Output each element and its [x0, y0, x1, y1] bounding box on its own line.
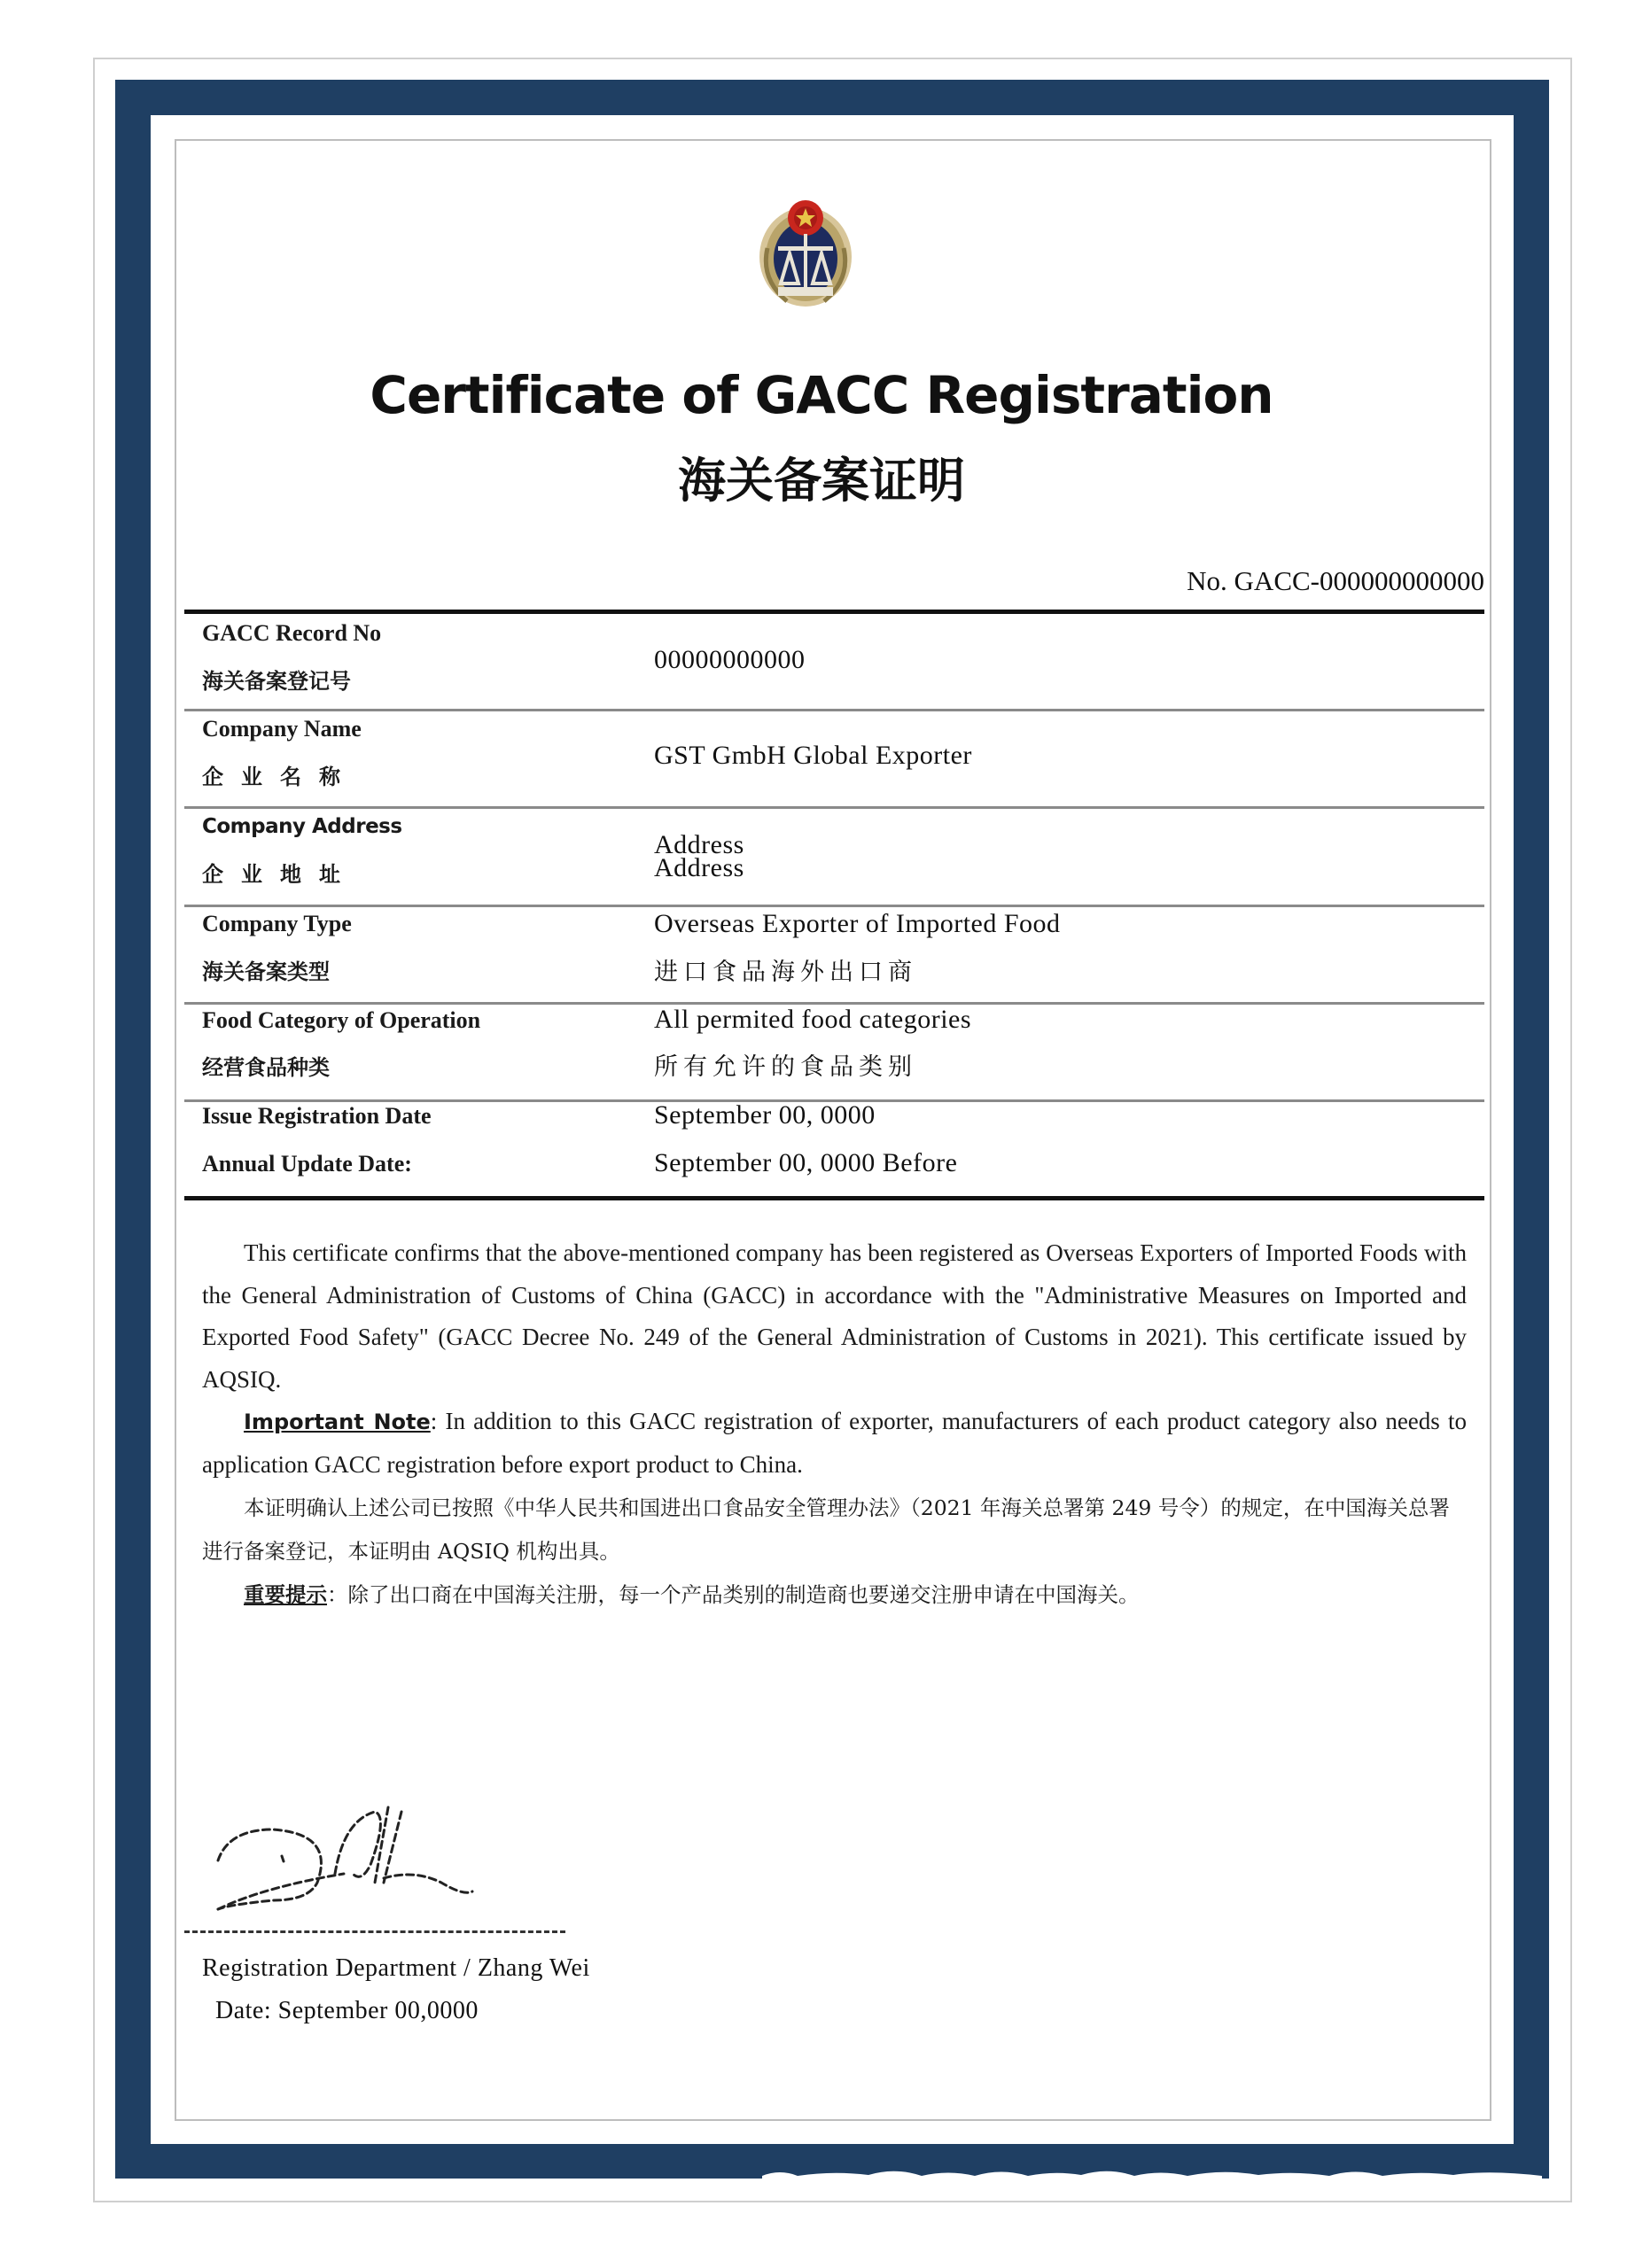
label-company-type: Company Type	[202, 911, 352, 936]
important-note-label: Important Note	[244, 1410, 431, 1434]
label-record-no: GACC Record No	[202, 620, 382, 646]
important-note-label-cn: 重要提示	[244, 1582, 327, 1607]
table-top-rule	[184, 610, 1484, 614]
signatory-department: Registration Department / Zhang Wei	[202, 1954, 590, 1982]
label-food-category-cn: 经营食品种类	[202, 1054, 330, 1080]
frame-edge-wear	[762, 2167, 1542, 2179]
value-company-name: GST GmbH Global Exporter	[654, 741, 972, 770]
certificate-title: Certificate of GACC Registration	[370, 365, 1273, 425]
row-divider	[184, 709, 1484, 711]
label-company-type-cn: 海关备案类型	[202, 959, 330, 984]
important-note-cn	[202, 1573, 1467, 1617]
value-address-line-2: Address	[654, 853, 744, 882]
statement-paragraph-cn: 本证明确认上述公司已按照《中华人民共和国进出口食品安全管理办法》（2021 年海关总署第 249 号令）的规定，在中国海关总署进行备案登记，本证明由 AQSIQ 机构出具。	[202, 1495, 1450, 1564]
label-company-address: Company Address	[202, 815, 402, 838]
signature	[211, 1785, 477, 1918]
table-bottom-rule	[184, 1196, 1484, 1200]
row-divider	[184, 905, 1484, 907]
label-record-no-cn: 海关备案登记号	[202, 668, 351, 694]
label-issue-date: Issue Registration Date	[202, 1103, 432, 1129]
signature-line	[184, 1930, 565, 1933]
value-record-no: 00000000000	[654, 645, 806, 674]
certificate-number: No. GACC-000000000000	[1187, 565, 1484, 596]
label-food-category: Food Category of Operation	[202, 1007, 481, 1033]
value-company-type-cn: 进口食品海外出口商	[654, 959, 917, 986]
customs-emblem-icon	[751, 195, 860, 308]
label-company-name: Company Name	[202, 716, 362, 742]
statement-paragraph: This certificate confirms that the above-mentioned company has been registered as Overseas Exporters of Imported Foods with the General Administration of Customs of China (GACC) in accordance with the "Administrative Measures on Imported and Exported Food Safety" (GACC Decree No. 249 of the General Administration of Customs in 2021). This certificate issued by AQSIQ.	[202, 1239, 1467, 1393]
certificate-title-cn: 海关备案证明	[678, 453, 965, 509]
certificate-statement	[202, 1232, 1467, 1486]
value-address-line-1: Address	[654, 830, 744, 859]
value-issue-date: September 00, 0000	[654, 1100, 876, 1130]
row-divider	[184, 806, 1484, 809]
label-company-address-cn: 企业地址	[202, 861, 358, 887]
label-annual-update-date: Annual Update Date:	[202, 1151, 412, 1177]
value-food-category: All permited food categories	[654, 1005, 972, 1034]
value-company-type: Overseas Exporter of Imported Food	[654, 909, 1061, 938]
certificate-statement-cn	[202, 1487, 1467, 1617]
signature-date: Date: September 00,0000	[215, 1997, 479, 2024]
value-annual-update-date: September 00, 0000 Before	[654, 1148, 958, 1177]
important-note-text-cn: ：除了出口商在中国海关注册，每一个产品类别的制造商也要递交注册申请在中国海关。	[327, 1582, 1140, 1607]
important-note-text: : In addition to this GACC registration of exporter, manufacturers of each product category also needs to application GACC registration before export product to China.	[202, 1408, 1467, 1478]
label-company-name-cn: 企业名称	[202, 764, 358, 789]
value-food-category-cn: 所有允许的食品类别	[654, 1053, 917, 1081]
important-note	[202, 1401, 1467, 1486]
